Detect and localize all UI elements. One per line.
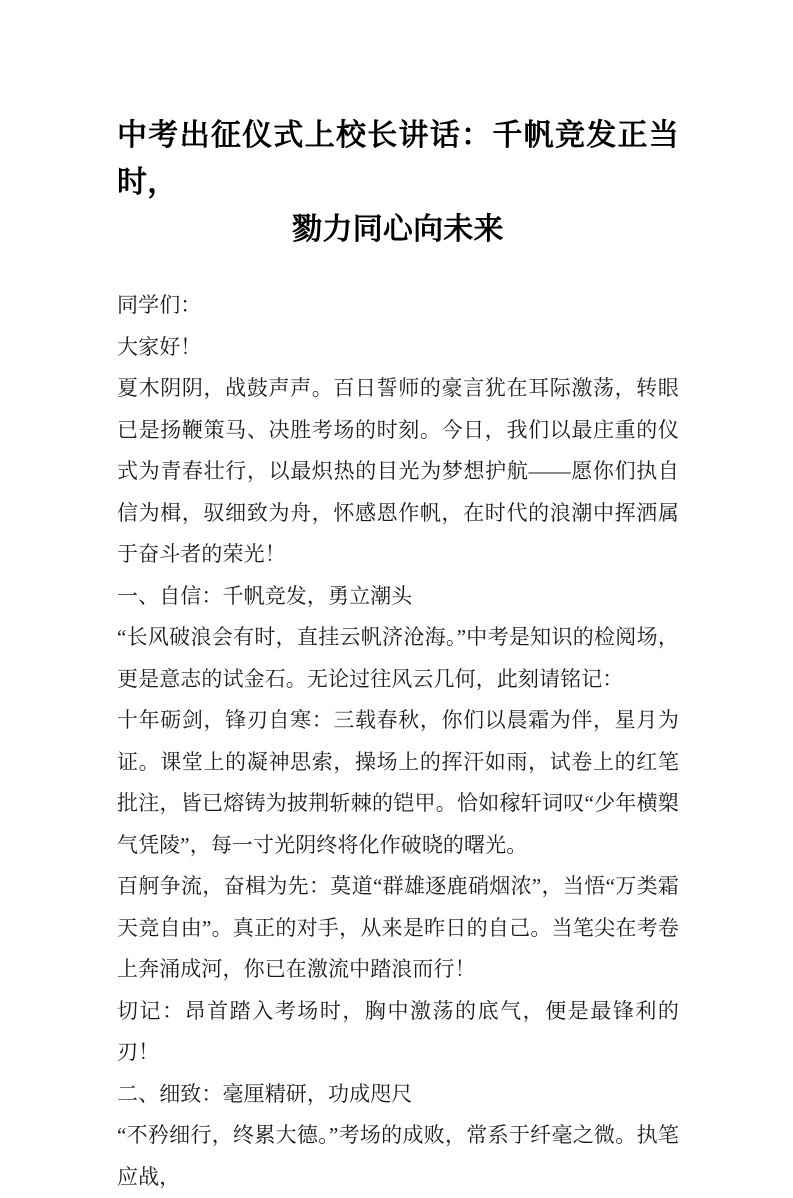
section-1-heading: 一、自信：千帆竞发，勇立潮头 xyxy=(117,583,413,608)
section-1-point-2: 百舸争流，奋楫为先：莫道“群雄逐鹿硝烟浓”，当悟“万类霜天竞自由”。真正的对手，从来是昨日的自己。当笔尖在考卷上奔涌成河，你已在激流中踏浪而行！ xyxy=(117,874,679,981)
document-body xyxy=(117,0,679,1198)
section-1-closing: 切记：昂首踏入考场时，胸中激荡的底气，便是最锋利的刃！ xyxy=(117,998,679,1064)
paragraph-opening: 夏木阴阴，战鼓声声。百日誓师的豪言犹在耳际激荡，转眼已是扬鞭策马、决胜考场的时刻。今日，我们以最庄重的仪式为青春壮行，以最炽热的目光为梦想护航——愿你们执自信为楫，驭细致为舟，怀感恩作帆，在时代的浪潮中挥洒属于奋斗者的荣光！ xyxy=(117,376,679,566)
page-title-line-1: 中考出征仪式上校长讲话：千帆竞发正当时， xyxy=(117,119,679,199)
page-title xyxy=(117,0,679,253)
paragraph-salutation: 同学们： xyxy=(117,293,202,317)
section-2-lead: “不矜细行，终累大德。”考场的成败，常系于纤毫之微。执笔应战， xyxy=(117,1123,679,1189)
paragraph-greeting: 大家好！ xyxy=(117,334,202,359)
section-1-lead: “长风破浪会有时，直挂云帆济沧海。”中考是知识的检阅场，更是意志的试金石。无论过往风云几何，此刻请铭记： xyxy=(117,625,679,691)
section-1-point-1: 十年砺剑，锋刃自寒：三载春秋，你们以晨霜为伴，星月为证。课堂上的凝神思索，操场上的挥汗如雨，试卷上的红笔批注，皆已熔铸为披荆斩棘的铠甲。恰如稼轩词叹“少年横槊气凭陵”，每一寸光阴终将化作破晓的曙光。 xyxy=(117,708,679,857)
page-title-line-2: 勠力同心向未来 xyxy=(292,213,504,246)
section-2-heading: 二、细致：毫厘精研，功成咫尺 xyxy=(117,1081,413,1106)
